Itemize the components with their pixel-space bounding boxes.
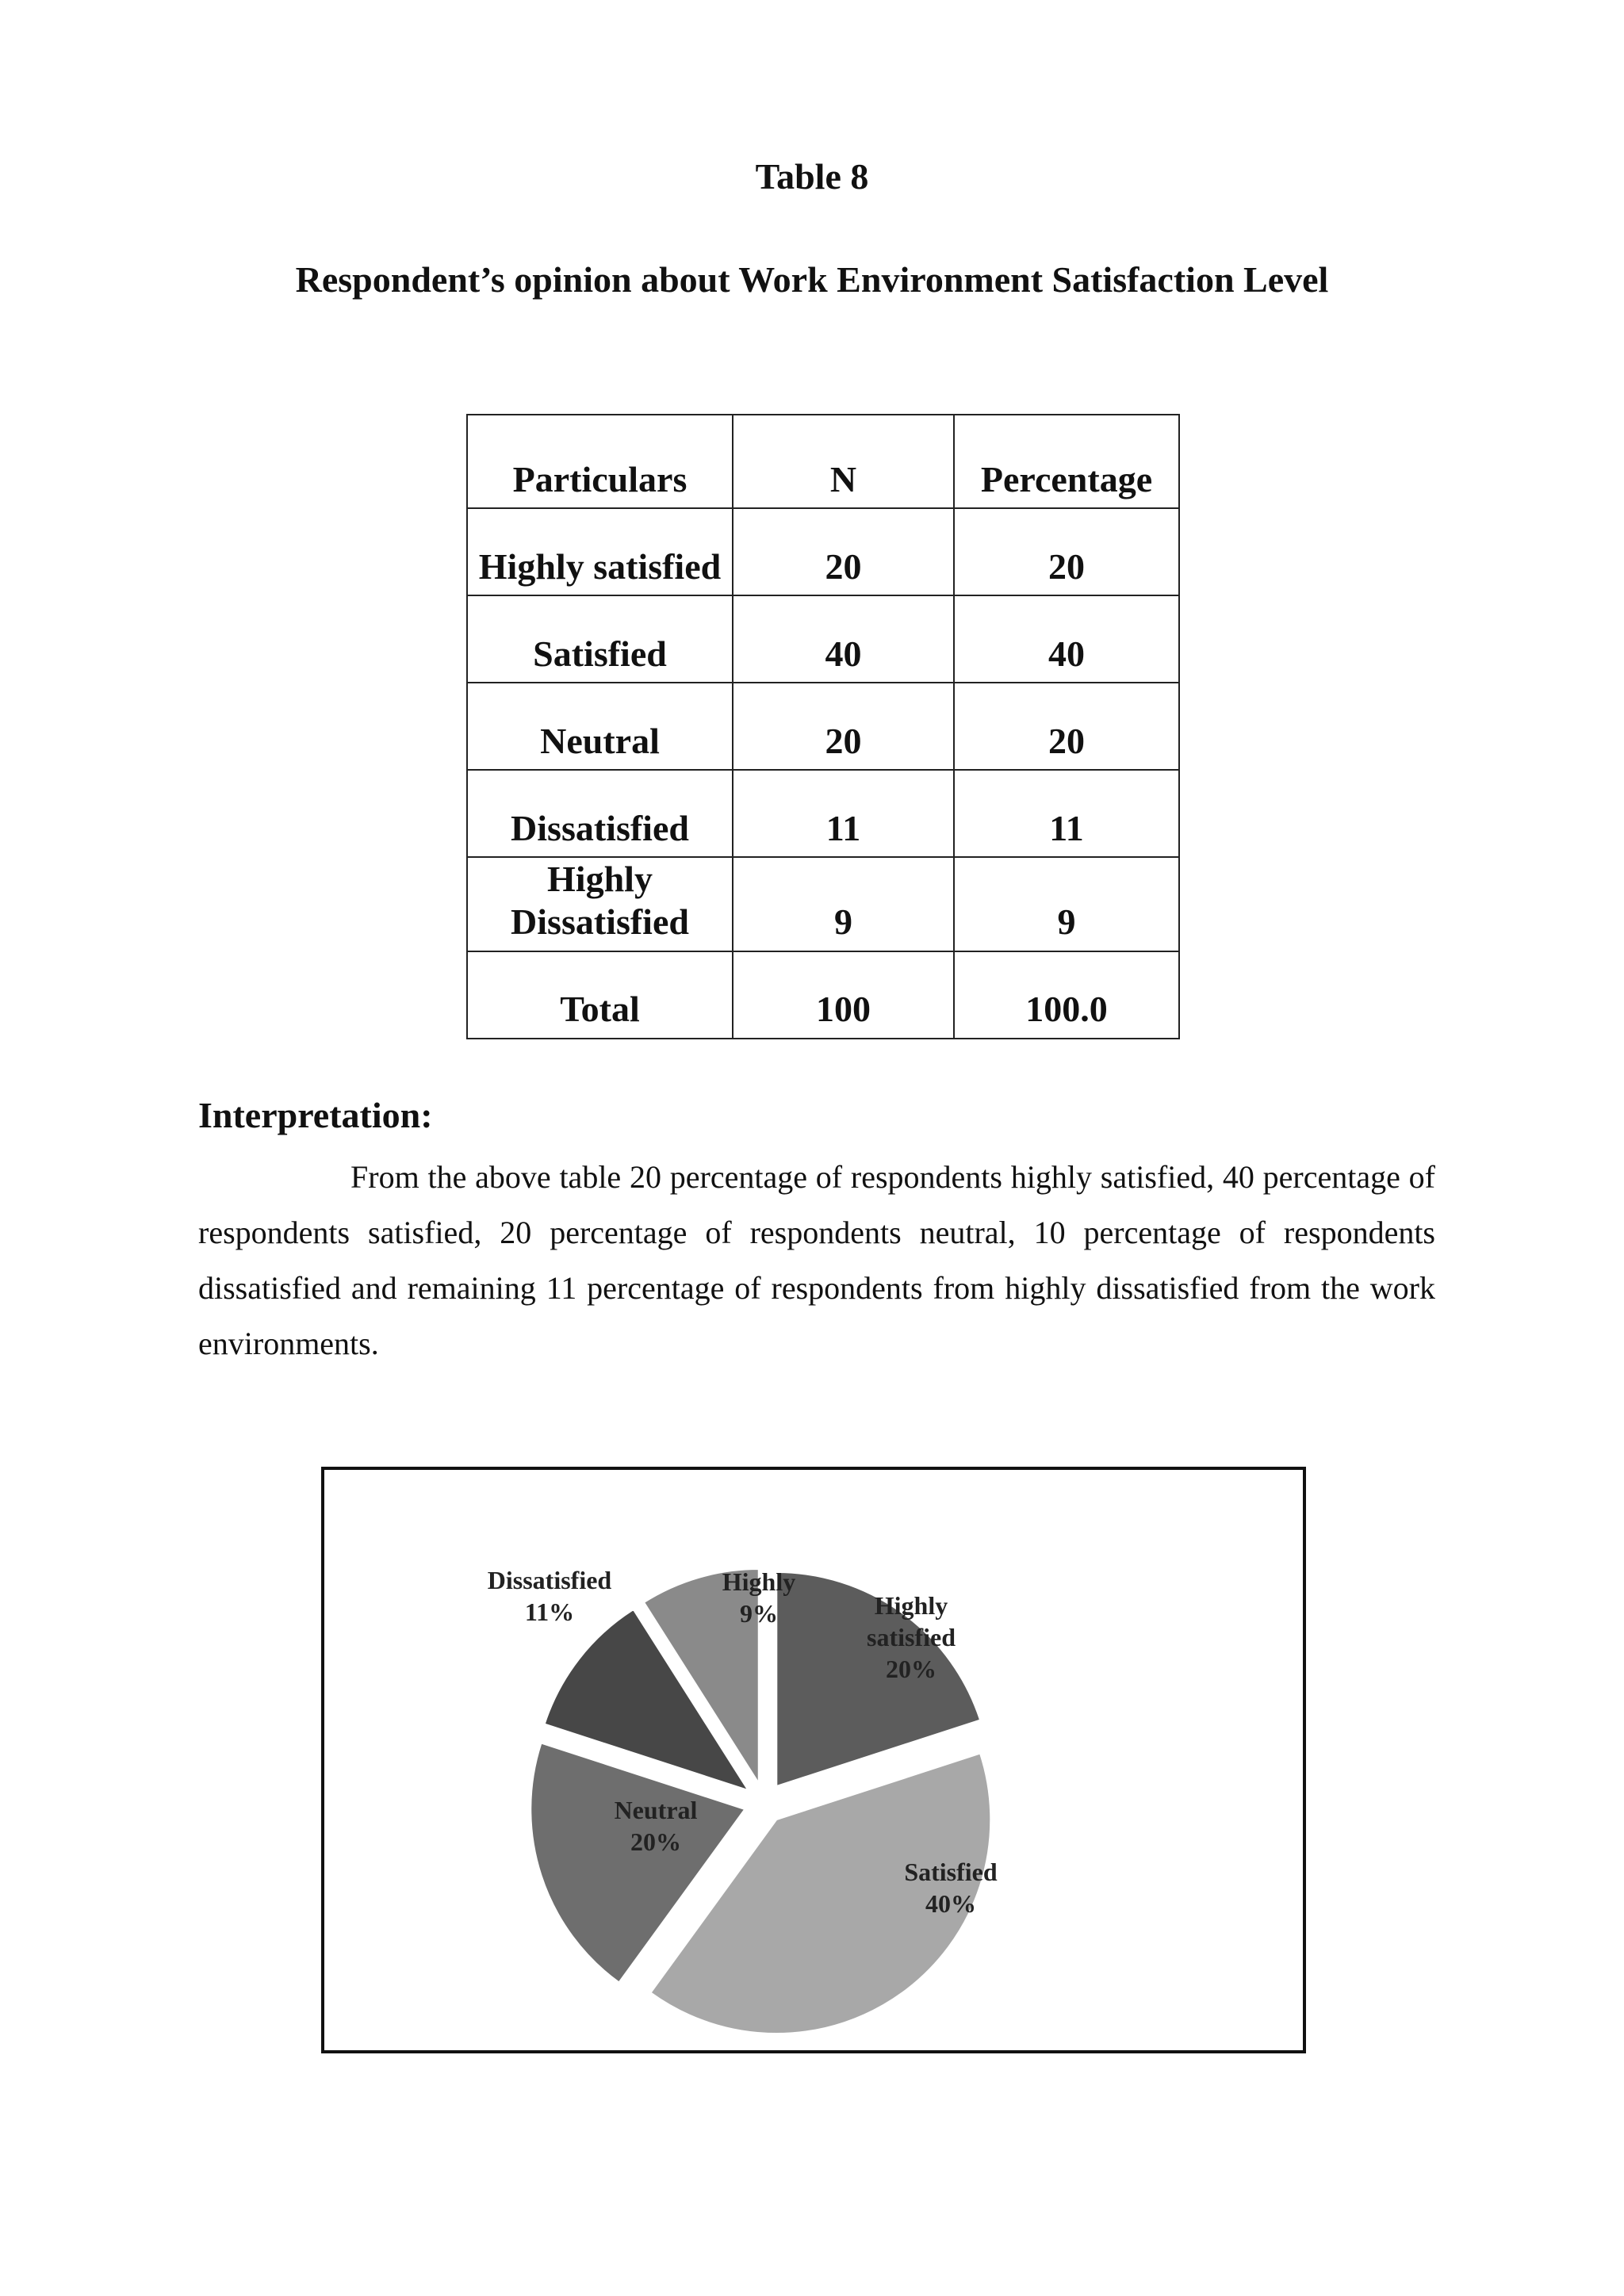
table-title: Table 8 [755, 156, 869, 197]
table-row [467, 508, 1179, 595]
row-percentage: 20 [954, 508, 1179, 595]
table-row [467, 683, 1179, 770]
row-percentage: 40 [954, 595, 1179, 683]
pie-slice-label: Dissatisfied 11% [487, 1566, 612, 1626]
row-particular: Neutral [467, 683, 733, 770]
row-n: 20 [733, 683, 954, 770]
row-particular: Satisfied [467, 595, 733, 683]
header-n: N [733, 415, 954, 508]
pie-slice-label: Highly 9% [722, 1567, 796, 1628]
table-total-row [467, 951, 1179, 1039]
row-particular: Dissatisfied [467, 770, 733, 857]
table-row [467, 595, 1179, 683]
pie-slice-label: Satisfied 40% [904, 1858, 998, 1918]
row-n: 20 [733, 508, 954, 595]
header-particulars: Particulars [467, 415, 733, 508]
row-n: 11 [733, 770, 954, 857]
total-percentage: 100.0 [954, 951, 1179, 1039]
table-row [467, 857, 1179, 951]
table-row [467, 770, 1179, 857]
row-particular: Highly Dissatisfied [467, 857, 733, 951]
table-subtitle: Respondent’s opinion about Work Environment Satisfaction Level [295, 259, 1329, 300]
pie-chart-frame [321, 1467, 1306, 2053]
pie-slice-label: Highly satisfied 20% [867, 1591, 956, 1683]
pie-chart [324, 1470, 1303, 2050]
row-n: 9 [733, 857, 954, 951]
total-label: Total [467, 951, 733, 1039]
header-percentage: Percentage [954, 415, 1179, 508]
row-percentage: 20 [954, 683, 1179, 770]
table-header-row [467, 415, 1179, 508]
satisfaction-table [466, 414, 1180, 1039]
interpretation-heading: Interpretation: [198, 1095, 433, 1135]
pie-slice-label: Neutral 20% [614, 1796, 698, 1856]
interpretation-paragraph: From the above table 20 percentage of respondents highly satisfied, 40 percentage of respondents satisfied, 20 percentage of respondents neutral, 10 percentage of respondents dissatisfied and remaining 11 percentage of respondents from highly dissatisfied from the work environments. [198, 1159, 1435, 1361]
row-n: 40 [733, 595, 954, 683]
total-n: 100 [733, 951, 954, 1039]
row-percentage: 9 [954, 857, 1179, 951]
row-percentage: 11 [954, 770, 1179, 857]
row-particular: Highly satisfied [467, 508, 733, 595]
